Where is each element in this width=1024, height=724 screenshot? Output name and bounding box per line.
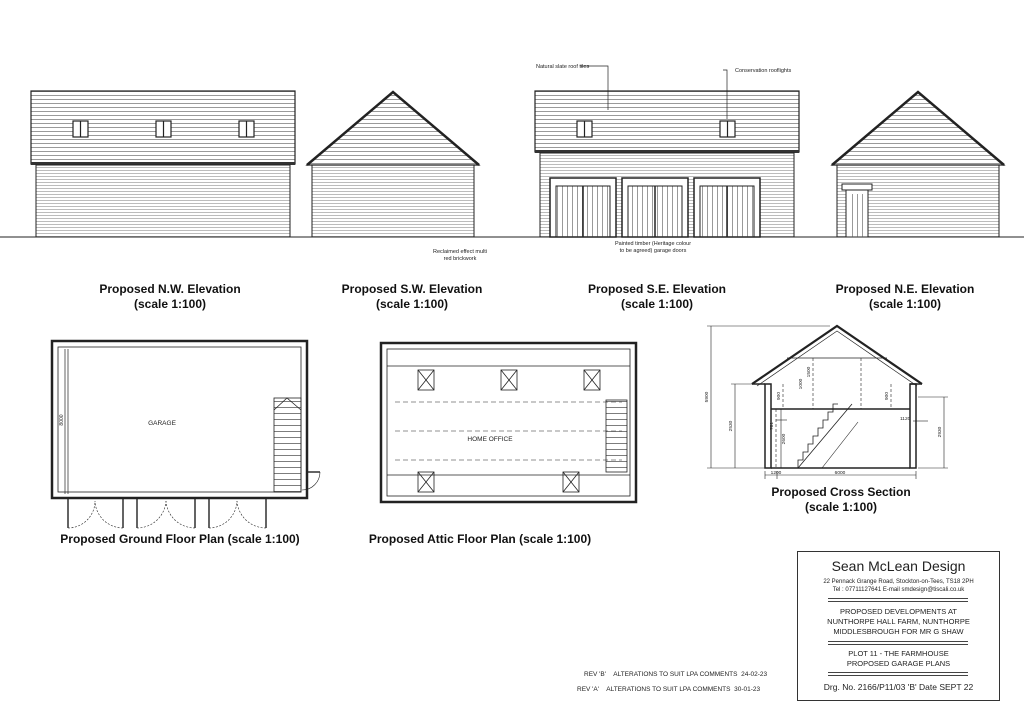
dim-base-w: 6000 xyxy=(834,471,846,476)
sw-elevation-title: Proposed S.W. Elevation (scale 1:100) xyxy=(341,282,483,311)
title-block xyxy=(797,551,1000,701)
attic-floor-plan-title: Proposed Attic Floor Plan (scale 1:100) xyxy=(368,532,592,546)
company-contact: Tel : 07711127641 E-mail smdesign@tiscali.co.uk xyxy=(832,587,965,593)
dim-ceiling: 1000 xyxy=(799,378,804,390)
note-brickwork-1: Reclaimed effect multi xyxy=(432,249,488,255)
dim-right-h: 2930 xyxy=(938,426,943,438)
dim-ground-8000: 8000 xyxy=(59,414,65,426)
note-roof-tiles: Natural slate roof tiles xyxy=(536,64,590,70)
side-door xyxy=(842,184,872,190)
se-elevation xyxy=(535,66,799,237)
note-brickwork-2: red brickwork xyxy=(443,256,477,262)
dim-knee-l: 900 xyxy=(777,391,782,401)
dim-small-r: 1120 xyxy=(900,417,911,422)
ground-floor-plan-title: Proposed Ground Floor Plan (scale 1:100) xyxy=(60,532,300,546)
section-stair xyxy=(798,404,838,468)
note-doors-2: to be agreed) garage doors xyxy=(619,248,687,254)
cross-section-title: Proposed Cross Section (scale 1:100) xyxy=(771,485,911,514)
drawing-number: Drg. No. 2166/P11/03 'B' Date SEPT 22 xyxy=(823,682,974,692)
revision-b: REV 'B' ALTERATIONS TO SUIT LPA COMMENTS 24-02-23 xyxy=(584,671,768,678)
project-line-1: PROPOSED DEVELOPMENTS AT xyxy=(840,607,957,616)
se-elevation-title: Proposed S.E. Elevation (scale 1:100) xyxy=(587,282,727,311)
dim-overall-h: 5900 xyxy=(705,391,710,403)
project-line-3: MIDDLESBROUGH FOR MR G SHAW xyxy=(833,627,964,636)
dim-stair-h: 2600 xyxy=(782,433,787,445)
dim-knee-r: 900 xyxy=(885,391,890,401)
note-doors-1: Painted timber (Heritage colour xyxy=(614,241,692,247)
nw-elevation xyxy=(31,91,295,237)
room-label-garage: GARAGE xyxy=(148,420,176,427)
dim-wall-h: 2530 xyxy=(729,420,734,432)
garage-doors xyxy=(550,178,760,237)
dim-base-l: 1200 xyxy=(770,471,782,476)
plot-line-2: PROPOSED GARAGE PLANS xyxy=(846,659,951,668)
sw-elevation xyxy=(307,92,479,237)
plot-line-1: PLOT 11 - THE FARMHOUSE xyxy=(848,649,949,658)
cross-section xyxy=(707,326,948,479)
revision-a: REV 'A' ALTERATIONS TO SUIT LPA COMMENTS 30-01-23 xyxy=(577,686,761,693)
note-rooflights: Conservation rooflights xyxy=(735,68,792,74)
nw-elevation-title: Proposed N.W. Elevation (scale 1:100) xyxy=(99,282,241,311)
ne-elevation xyxy=(832,92,1004,237)
dim-ridge: 1500 xyxy=(807,366,812,378)
ne-elevation-title: Proposed N.E. Elevation (scale 1:100) xyxy=(835,282,975,311)
attic-floor-plan xyxy=(381,343,636,502)
ground-floor-plan xyxy=(52,341,320,528)
company-address: 22 Pennack Grange Road, Stockton-on-Tees, TS18 2PH xyxy=(823,579,974,585)
room-label-home-office: HOME OFFICE xyxy=(467,436,513,443)
dim-small-l: 781 xyxy=(770,421,775,431)
company-name: Sean McLean Design xyxy=(831,558,966,574)
project-line-2: NUNTHORPE HALL FARM, NUNTHORPE xyxy=(827,617,970,626)
